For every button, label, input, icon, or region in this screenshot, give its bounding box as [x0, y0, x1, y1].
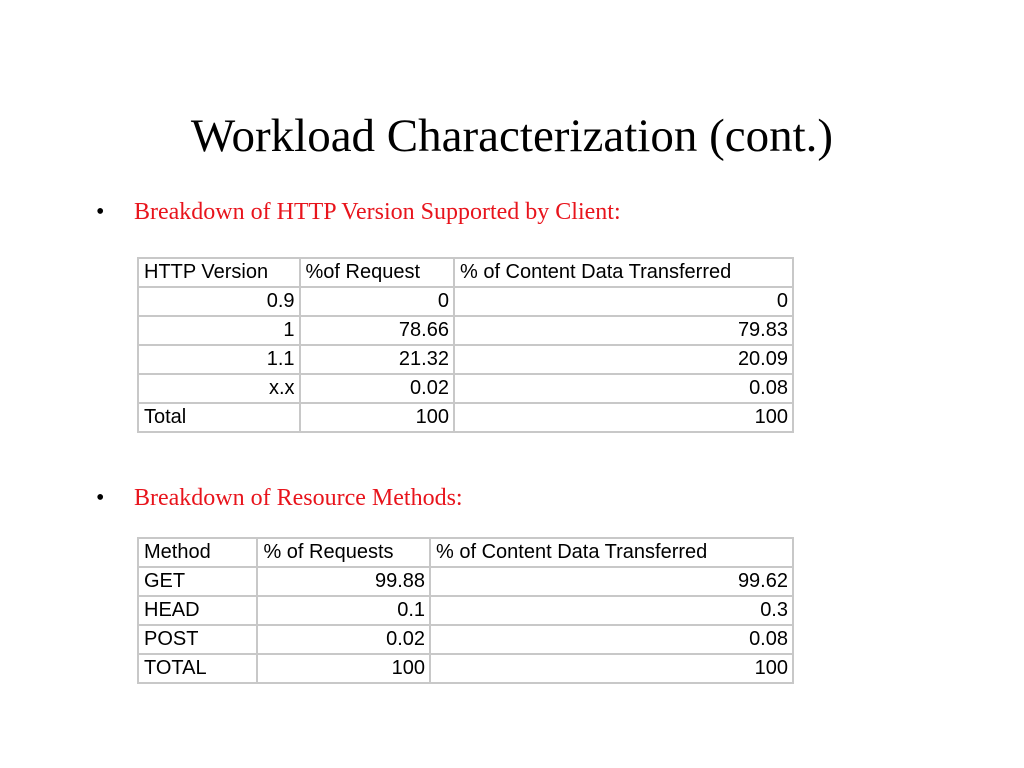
table-cell: 0 [454, 287, 793, 316]
table-cell: 0.08 [430, 625, 793, 654]
slide-title: Workload Characterization (cont.) [190, 110, 834, 162]
table-cell: 1.1 [138, 345, 300, 374]
table-row [138, 596, 793, 625]
bullet-http-version [96, 197, 621, 227]
table-cell: TOTAL [138, 654, 257, 683]
header-cell: HTTP Version [138, 258, 300, 287]
table-cell: 99.88 [257, 567, 430, 596]
http-version-table [137, 257, 794, 433]
bullet-http-version-label: Breakdown of HTTP Version Supported by Client: [134, 199, 621, 225]
table-cell: 99.62 [430, 567, 793, 596]
table-cell: 0.02 [257, 625, 430, 654]
bullet-marker: • [96, 199, 105, 225]
table-cell: 21.32 [300, 345, 454, 374]
resource-methods-table [137, 537, 794, 684]
table-cell: 0.02 [300, 374, 454, 403]
table-cell: GET [138, 567, 257, 596]
table-row-total [138, 654, 793, 683]
bullet-marker: • [96, 485, 105, 511]
table-row [138, 567, 793, 596]
header-cell: %of Request [300, 258, 454, 287]
table-header-row [138, 538, 793, 567]
table-cell: 78.66 [300, 316, 454, 345]
bullet-resource-methods [96, 483, 463, 513]
table-cell: 1 [138, 316, 300, 345]
table-cell: 100 [454, 403, 793, 432]
table-row [138, 316, 793, 345]
table-cell: 0 [300, 287, 454, 316]
table-cell: POST [138, 625, 257, 654]
table-row-total [138, 403, 793, 432]
table-header-row [138, 258, 793, 287]
table-cell: 20.09 [454, 345, 793, 374]
table-cell: 79.83 [454, 316, 793, 345]
table-cell: HEAD [138, 596, 257, 625]
table-cell: x.x [138, 374, 300, 403]
header-cell: Method [138, 538, 257, 567]
table-cell: 100 [257, 654, 430, 683]
table-row [138, 374, 793, 403]
table-cell: 0.1 [257, 596, 430, 625]
table-cell: 0.08 [454, 374, 793, 403]
bullet-resource-methods-label: Breakdown of Resource Methods: [134, 485, 463, 511]
header-cell: % of Content Data Transferred [430, 538, 793, 567]
header-cell: % of Content Data Transferred [454, 258, 793, 287]
table-row [138, 287, 793, 316]
table-cell: 100 [300, 403, 454, 432]
table-cell: 100 [430, 654, 793, 683]
table-cell: Total [138, 403, 300, 432]
table-cell: 0.3 [430, 596, 793, 625]
header-cell: % of Requests [257, 538, 430, 567]
table-row [138, 625, 793, 654]
table-cell: 0.9 [138, 287, 300, 316]
table-row [138, 345, 793, 374]
